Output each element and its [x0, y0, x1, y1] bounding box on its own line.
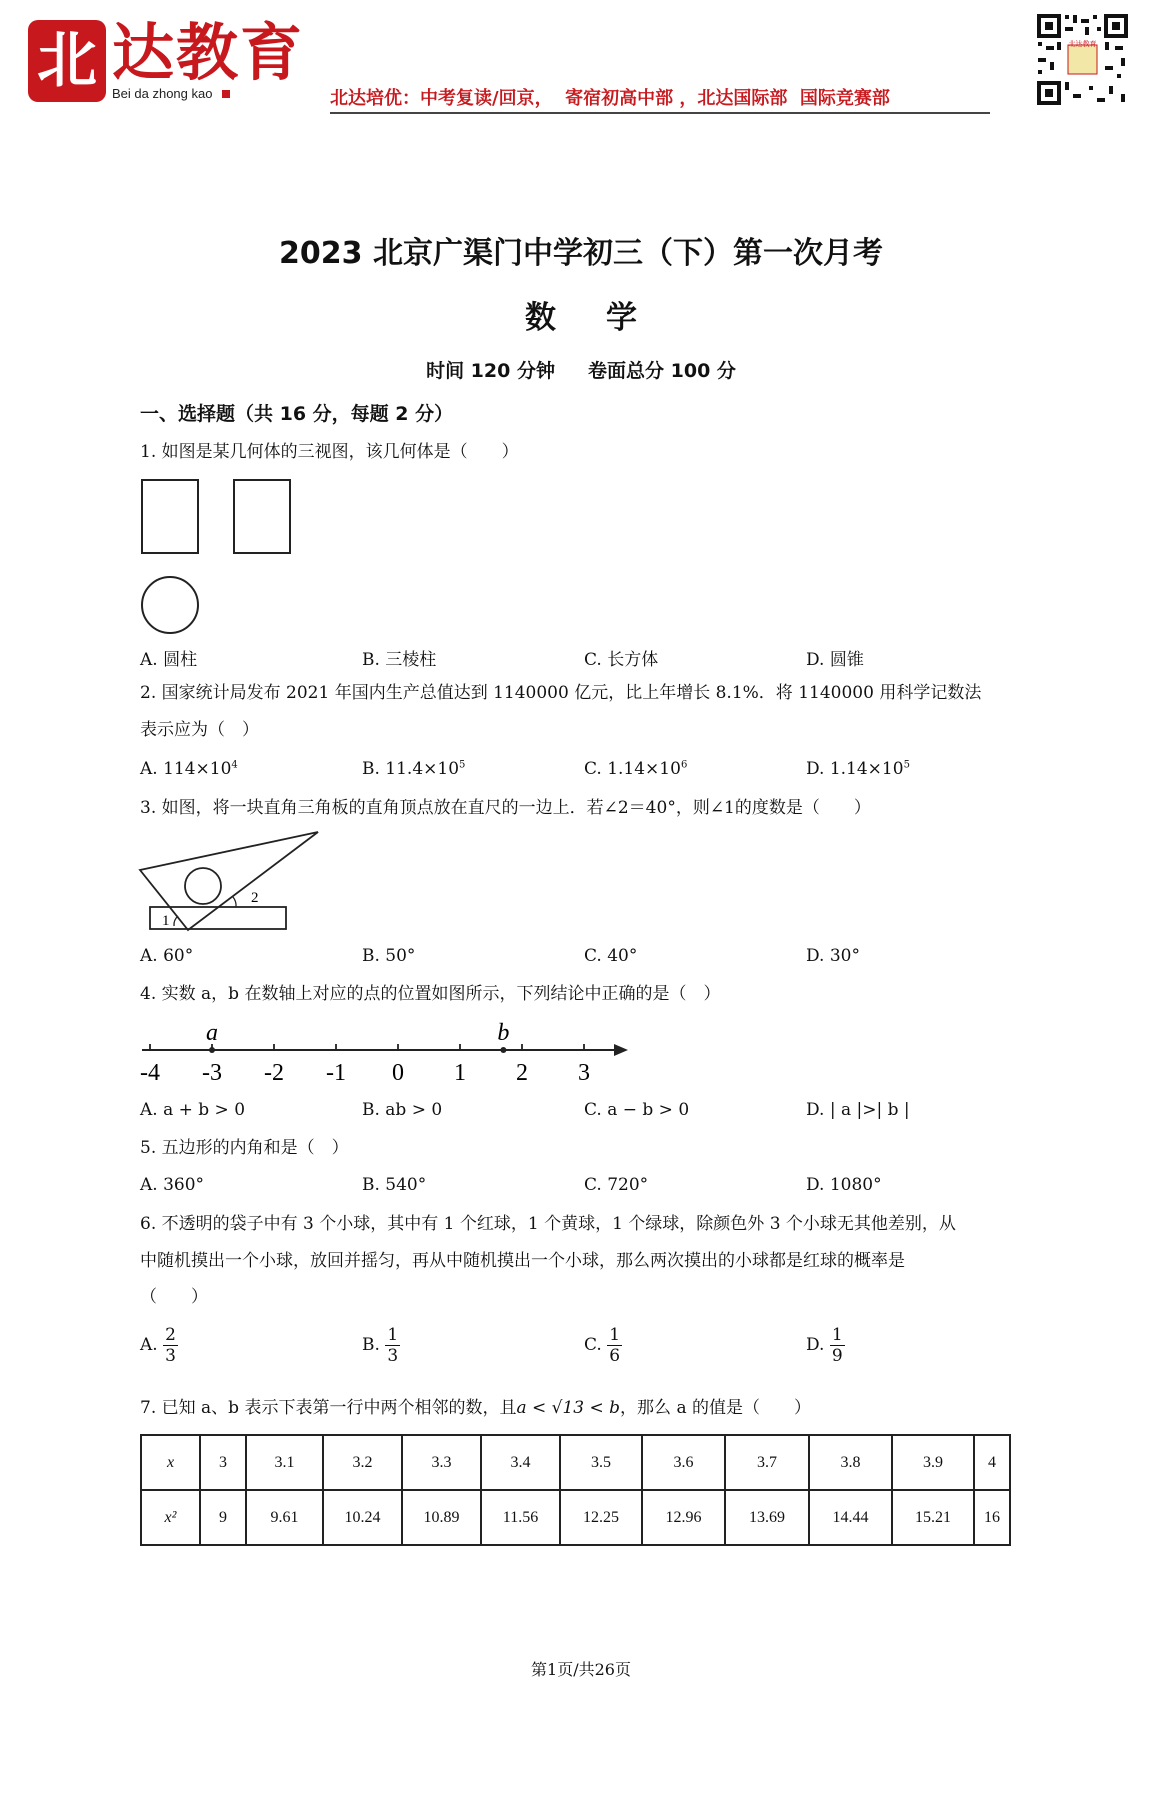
q2-option-d[interactable]: D. $1.14\times 10^5$: [806, 759, 910, 779]
q4-option-c[interactable]: C. a − b > 0: [584, 1100, 690, 1120]
header-slogan: 北达培优：中考复读/回京， 寄宿初高中部 ，北达国际部 国际竞赛部: [330, 88, 890, 109]
number-line-tick-label: -2: [264, 1060, 284, 1085]
subject-title: 数学: [525, 300, 687, 336]
q7-table: [140, 1434, 1011, 1546]
brand-dot: [222, 90, 230, 98]
table-cell: 9: [200, 1490, 246, 1545]
table-header-x-squared: x²: [141, 1490, 200, 1545]
table-cell: 12.25: [560, 1490, 642, 1545]
table-cell: 3.7: [725, 1435, 809, 1490]
q3-figure: [136, 828, 326, 934]
q1-top-view: [141, 576, 199, 634]
q6-option-d[interactable]: D. $\frac{1}{9}$: [806, 1325, 843, 1366]
table-cell: 15.21: [892, 1490, 974, 1545]
q6-stem-line2: 中随机摸出一个小球，放回并摇匀，再从中随机摸出一个小球，那么两次摸出的小球都是红球的概率是: [140, 1251, 905, 1271]
table-cell: 3.2: [323, 1435, 402, 1490]
q1-option-a[interactable]: A. 圆柱: [140, 650, 198, 670]
table-header-x: x: [141, 1435, 200, 1490]
table-cell: 3.3: [402, 1435, 481, 1490]
number-line-point-b: [500, 1047, 506, 1053]
q5-option-d[interactable]: D. 1080°: [806, 1175, 882, 1195]
q3-option-c[interactable]: C. 40°: [584, 946, 638, 966]
q3-angle-1-label: 1: [162, 913, 170, 929]
table-cell: 14.44: [809, 1490, 892, 1545]
q1-front-view: [141, 479, 199, 554]
q4-option-b[interactable]: B. ab > 0: [362, 1100, 443, 1120]
q3-option-d[interactable]: D. 30°: [806, 946, 860, 966]
table-cell: 3: [200, 1435, 246, 1490]
q7-inequality: a < √13 < b: [516, 1398, 621, 1418]
table-cell: 10.24: [323, 1490, 402, 1545]
q1-side-view: [233, 479, 291, 554]
table-row: [141, 1490, 1010, 1545]
q5-stem: 5. 五边形的内角和是（ ）: [140, 1138, 349, 1158]
number-line-tick-label: 1: [454, 1060, 466, 1085]
number-line-tick-label: 2: [516, 1060, 528, 1085]
table-cell: 3.1: [246, 1435, 323, 1490]
number-line-tick-label: -1: [326, 1060, 346, 1085]
q3-angle-2-label: 2: [251, 890, 259, 906]
q1-option-c[interactable]: C. 长方体: [584, 650, 659, 670]
brand-name: 达教育: [112, 16, 305, 89]
table-cell: 4: [974, 1435, 1010, 1490]
page-footer: 第1页/共26页: [531, 1660, 631, 1679]
number-line-point-label: b: [497, 1020, 510, 1046]
q4-option-a[interactable]: A. a + b > 0: [140, 1100, 246, 1120]
table-cell: 12.96: [642, 1490, 725, 1545]
number-line-tick-label: 0: [392, 1060, 404, 1085]
table-cell: 3.8: [809, 1435, 892, 1490]
brand-subtitle: Bei da zhong kao: [112, 86, 213, 101]
number-line-point-label: a: [206, 1020, 218, 1046]
table-cell: 13.69: [725, 1490, 809, 1545]
q2-option-b[interactable]: B. $11.4\times 10^5$: [362, 759, 466, 779]
table-cell: 3.4: [481, 1435, 560, 1490]
exam-meta: 时间 120 分钟 卷面总分 100 分: [426, 360, 736, 382]
table-cell: 3.9: [892, 1435, 974, 1490]
table-cell: 3.5: [560, 1435, 642, 1490]
page-title: 2023 北京广渠门中学初三（下）第一次月考: [279, 236, 883, 271]
q2-stem-line2: 表示应为（ ）: [140, 720, 259, 740]
q2-stem-line1: 2. 国家统计局发布 2021 年国内生产总值达到 1140000 亿元，比上年增长 8.1%．将 1140000 用科学记数法: [140, 683, 982, 703]
q4-option-d[interactable]: D. | a |>| b |: [806, 1100, 910, 1120]
q6-option-c[interactable]: C. $\frac{1}{6}$: [584, 1325, 621, 1366]
logo-char: 北: [37, 26, 97, 96]
q6-option-b[interactable]: B. $\frac{1}{3}$: [362, 1325, 399, 1366]
number-line-point-a: [209, 1047, 215, 1053]
table-cell: 11.56: [481, 1490, 560, 1545]
q6-option-a[interactable]: A. $\frac{2}{3}$: [140, 1325, 176, 1366]
q4-stem: 4. 实数 a，b 在数轴上对应的点的位置如图所示，下列结论中正确的是（ ）: [140, 984, 721, 1004]
q5-option-a[interactable]: A. 360°: [140, 1175, 205, 1195]
q2-option-c[interactable]: C. $1.14\times 10^6$: [584, 759, 688, 779]
table-cell: 16: [974, 1490, 1010, 1545]
number-line-tick-label: 3: [578, 1060, 590, 1085]
number-line-tick-label: -3: [202, 1060, 222, 1085]
q3-stem: 3. 如图，将一块直角三角板的直角顶点放在直尺的一边上．若∠2＝40°，则∠1的度数是（ ）: [140, 798, 871, 818]
table-cell: 9.61: [246, 1490, 323, 1545]
table-cell: 10.89: [402, 1490, 481, 1545]
number-line-tick-label: -4: [140, 1060, 160, 1085]
q5-option-b[interactable]: B. 540°: [362, 1175, 427, 1195]
q4-number-line: [130, 1010, 640, 1085]
q1-stem: 1. 如图是某几何体的三视图，该几何体是（ ）: [140, 442, 519, 462]
q6-stem-line1: 6. 不透明的袋子中有 3 个小球，其中有 1 个红球，1 个黄球，1 个绿球，除颜色外 3 个小球无其他差别，从: [140, 1214, 956, 1234]
q1-option-d[interactable]: D. 圆锥: [806, 650, 864, 670]
q1-option-b[interactable]: B. 三棱柱: [362, 650, 437, 670]
q7-stem: 7. 已知 a、b 表示下表第一行中两个相邻的数，且a < √13 < b，那么 a 的值是（ ）: [140, 1398, 811, 1418]
q6-stem-line3: （ ）: [140, 1287, 208, 1307]
qr-code-icon: [1035, 12, 1130, 107]
q3-option-a[interactable]: A. 60°: [140, 946, 194, 966]
section-heading: 一、选择题（共 16 分，每题 2 分）: [140, 403, 454, 425]
header-rule: [330, 112, 990, 114]
table-row: [141, 1435, 1010, 1490]
q3-option-b[interactable]: B. 50°: [362, 946, 416, 966]
q5-option-c[interactable]: C. 720°: [584, 1175, 649, 1195]
table-cell: 3.6: [642, 1435, 725, 1490]
q2-option-a[interactable]: A. $114\times 10^4$: [140, 759, 238, 779]
qr-center-label: 北达教育: [1068, 40, 1097, 48]
